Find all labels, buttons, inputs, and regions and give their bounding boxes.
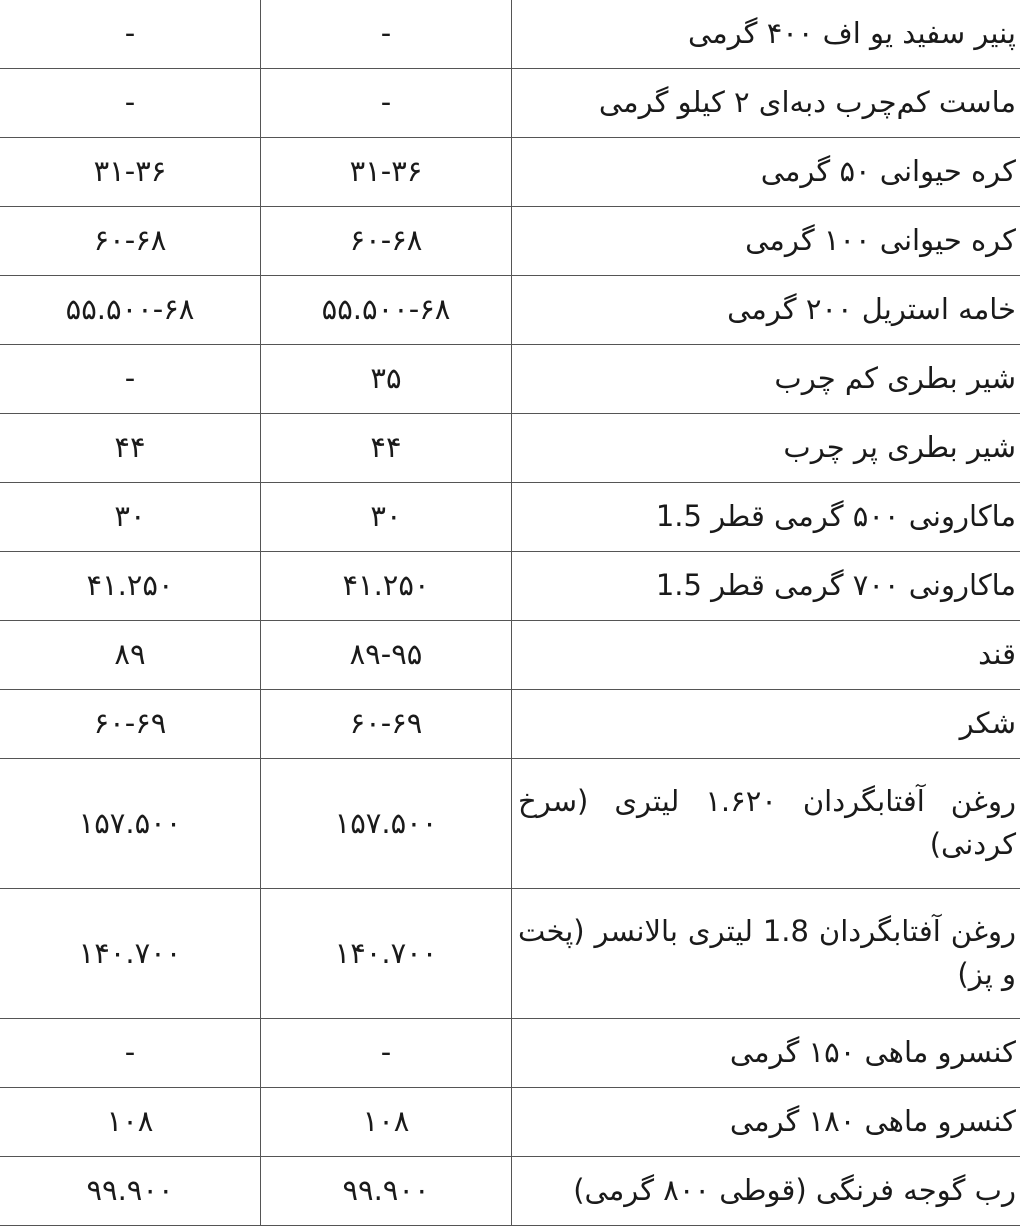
table-row	[0, 344, 1020, 413]
product-name: پنیر سفید یو اف ۴۰۰ گرمی	[512, 0, 1020, 68]
product-name: ماکارونی ۵۰۰ گرمی قطر 1.5	[512, 482, 1020, 551]
product-name: رب گوجه فرنگی (قوطی ۸۰۰ گرمی)	[512, 1156, 1020, 1225]
table-row	[0, 758, 1020, 888]
price-cell: ۱۰۸	[261, 1087, 512, 1156]
table-row	[0, 551, 1020, 620]
table-row	[0, 1156, 1020, 1225]
price-cell: -	[261, 1018, 512, 1087]
table-row	[0, 206, 1020, 275]
price-cell: ۳۱-۳۶	[261, 137, 512, 206]
price-cell: ۵۵.۵۰۰-۶۸	[261, 275, 512, 344]
product-name: ماکارونی ۷۰۰ گرمی قطر 1.5	[512, 551, 1020, 620]
table-row	[0, 68, 1020, 137]
price-cell: ۳۵	[261, 344, 512, 413]
product-name: ماست کم‌چرب دبه‌ای ۲ کیلو گرمی	[512, 68, 1020, 137]
price-cell: ۸۹	[0, 620, 261, 689]
table-row	[0, 689, 1020, 758]
product-name: خامه استریل ۲۰۰ گرمی	[512, 275, 1020, 344]
product-name: کره حیوانی ۱۰۰ گرمی	[512, 206, 1020, 275]
price-cell: -	[261, 0, 512, 68]
price-cell: ۱۰۸	[0, 1087, 261, 1156]
price-cell: ۳۱-۳۶	[0, 137, 261, 206]
price-cell: ۶۰-۶۸	[0, 206, 261, 275]
price-cell: -	[0, 0, 261, 68]
price-cell: -	[0, 344, 261, 413]
product-name: شیر بطری کم چرب	[512, 344, 1020, 413]
price-cell: -	[0, 68, 261, 137]
price-cell: ۶۰-۶۸	[261, 206, 512, 275]
product-name: کره حیوانی ۵۰ گرمی	[512, 137, 1020, 206]
price-cell: ۹۹.۹۰۰	[261, 1156, 512, 1225]
price-cell: ۴۴	[0, 413, 261, 482]
table-row	[0, 137, 1020, 206]
table-row	[0, 620, 1020, 689]
product-name: روغن آفتابگردان ۱.۶۲۰ لیتری (سرخ کردنی)	[512, 758, 1020, 888]
table-row	[0, 275, 1020, 344]
price-cell: ۳۰	[0, 482, 261, 551]
price-cell: ۵۵.۵۰۰-۶۸	[0, 275, 261, 344]
price-cell: ۹۹.۹۰۰	[0, 1156, 261, 1225]
product-name: کنسرو ماهی ۱۸۰ گرمی	[512, 1087, 1020, 1156]
table-row	[0, 0, 1020, 68]
price-cell: ۱۴۰.۷۰۰	[0, 888, 261, 1018]
price-cell: ۱۴۰.۷۰۰	[261, 888, 512, 1018]
table-row	[0, 413, 1020, 482]
price-cell: ۳۰	[261, 482, 512, 551]
price-cell: -	[261, 68, 512, 137]
price-cell: ۱۵۷.۵۰۰	[0, 758, 261, 888]
price-cell: ۴۱.۲۵۰	[261, 551, 512, 620]
price-cell: ۱۵۷.۵۰۰	[261, 758, 512, 888]
product-name: روغن آفتابگردان 1.8 لیتری بالانسر (پخت و پز)	[512, 888, 1020, 1018]
price-cell: ۴۴	[261, 413, 512, 482]
table-row	[0, 1087, 1020, 1156]
product-name: شکر	[512, 689, 1020, 758]
price-cell: ۸۹-۹۵	[261, 620, 512, 689]
table-row	[0, 888, 1020, 1018]
price-cell: ۶۰-۶۹	[261, 689, 512, 758]
price-cell: ۶۰-۶۹	[0, 689, 261, 758]
price-cell: ۴۱.۲۵۰	[0, 551, 261, 620]
table-row	[0, 1018, 1020, 1087]
product-name: شیر بطری پر چرب	[512, 413, 1020, 482]
table-row	[0, 482, 1020, 551]
price-cell: -	[0, 1018, 261, 1087]
product-name: کنسرو ماهی ۱۵۰ گرمی	[512, 1018, 1020, 1087]
product-name: قند	[512, 620, 1020, 689]
